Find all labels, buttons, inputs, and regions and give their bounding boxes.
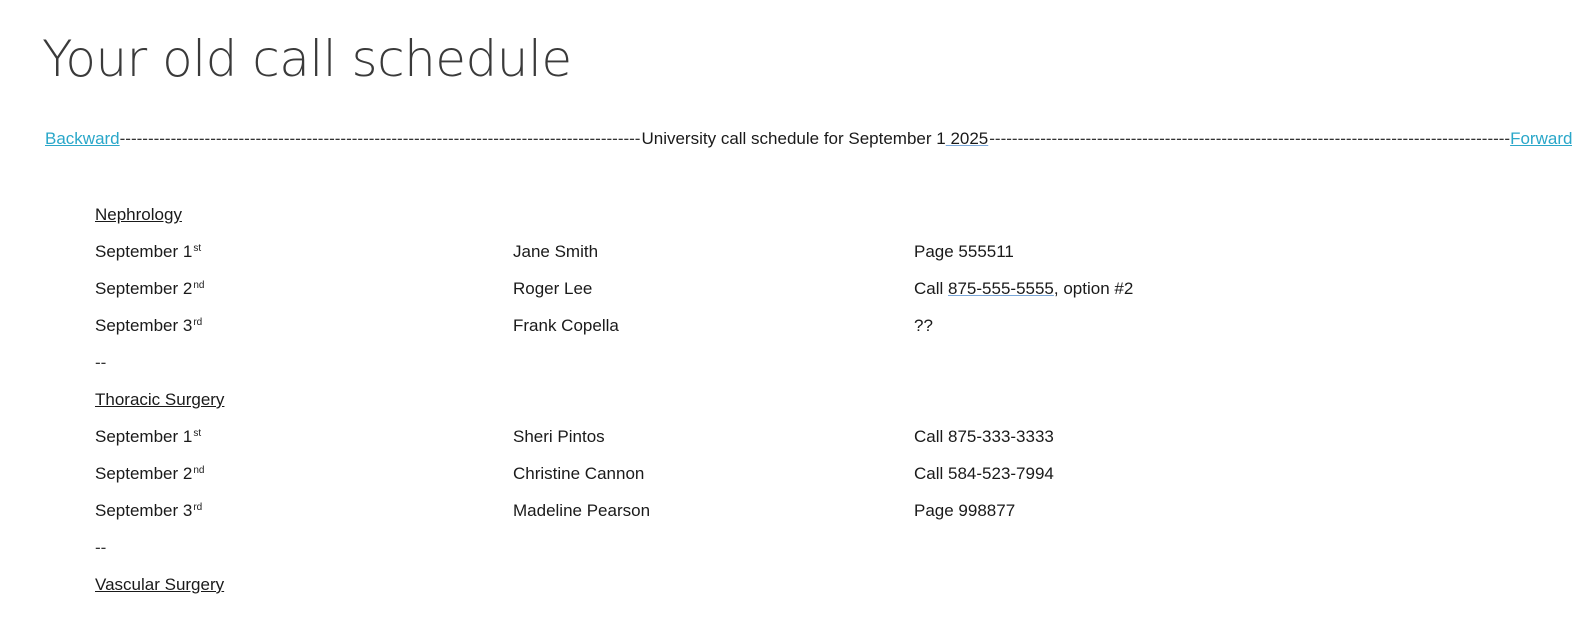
- section-separator: --: [95, 538, 107, 557]
- schedule-date-ordinal: nd: [193, 465, 205, 476]
- section-separator-row: [95, 344, 1235, 381]
- schedule-date-month: September 2: [95, 464, 193, 483]
- schedule-date: [95, 455, 204, 492]
- schedule-date-ordinal: rd: [193, 502, 203, 513]
- schedule-row: [95, 492, 1235, 529]
- contact-text: Page 998877: [914, 501, 1016, 520]
- schedule-date-month: September 3: [95, 501, 193, 520]
- contact-text: Call 584-523-7994: [914, 464, 1054, 483]
- section-separator-row: [95, 529, 1235, 566]
- schedule-row: [95, 270, 1235, 307]
- schedule-navigation: [45, 129, 1572, 149]
- contact-info: [914, 233, 1014, 270]
- schedule-date: [95, 270, 204, 307]
- schedule-date: [95, 307, 202, 344]
- department-heading-row: [95, 196, 1235, 233]
- schedule-row: [95, 307, 1235, 344]
- schedule-date: [95, 418, 201, 455]
- department-heading[interactable]: Vascular Surgery: [95, 575, 225, 594]
- contact-info: [914, 418, 1054, 455]
- page-title: Your old call schedule: [42, 30, 572, 88]
- on-call-name: Christine Cannon: [513, 464, 645, 483]
- schedule-date-ordinal: rd: [193, 317, 203, 328]
- department-heading[interactable]: Nephrology: [95, 205, 182, 224]
- contact-info: [914, 307, 933, 344]
- contact-info: [914, 270, 1133, 307]
- call-schedule: [95, 196, 1235, 603]
- department-heading-row: [95, 381, 1235, 418]
- schedule-row: [95, 418, 1235, 455]
- contact-text: Call: [914, 279, 949, 298]
- schedule-date: [95, 233, 201, 270]
- on-call-name: Frank Copella: [513, 316, 619, 335]
- left-dash-separator: --------------------------------------------------------------------------------------------: [119, 129, 641, 148]
- backward-link[interactable]: Backward: [45, 129, 120, 148]
- schedule-date-month: September 3: [95, 316, 193, 335]
- schedule-date-ordinal: st: [193, 243, 202, 254]
- schedule-row: [95, 233, 1235, 270]
- schedule-row: [95, 455, 1235, 492]
- on-call-name: Madeline Pearson: [513, 501, 651, 520]
- contact-text: ??: [914, 316, 933, 335]
- on-call-name: Roger Lee: [513, 279, 593, 298]
- schedule-date-month: September 2: [95, 279, 193, 298]
- schedule-date: [95, 492, 202, 529]
- department-heading-row: [95, 566, 1235, 603]
- contact-suffix: , option #2: [1053, 279, 1134, 298]
- schedule-date-ordinal: st: [193, 428, 202, 439]
- right-dash-separator: --------------------------------------------------------------------------------------------: [989, 129, 1511, 148]
- contact-info: [914, 492, 1015, 529]
- schedule-heading-text: University call schedule for September 1: [641, 129, 946, 148]
- schedule-date-month: September 1: [95, 427, 193, 446]
- contact-info: [914, 455, 1054, 492]
- schedule-date-ordinal: nd: [193, 280, 205, 291]
- schedule-heading-year: 2025: [945, 129, 989, 148]
- on-call-name: Sheri Pintos: [513, 427, 605, 446]
- contact-text: Page 555511: [914, 242, 1014, 261]
- schedule-date-month: September 1: [95, 242, 193, 261]
- forward-link[interactable]: Forward: [1510, 129, 1572, 148]
- on-call-name: Jane Smith: [513, 242, 599, 261]
- section-separator: --: [95, 353, 107, 372]
- department-heading[interactable]: Thoracic Surgery: [95, 390, 225, 409]
- contact-text: Call 875-333-3333: [914, 427, 1054, 446]
- schedule-heading: [640, 129, 989, 149]
- phone-number-link[interactable]: 875-555-5555: [948, 279, 1054, 298]
